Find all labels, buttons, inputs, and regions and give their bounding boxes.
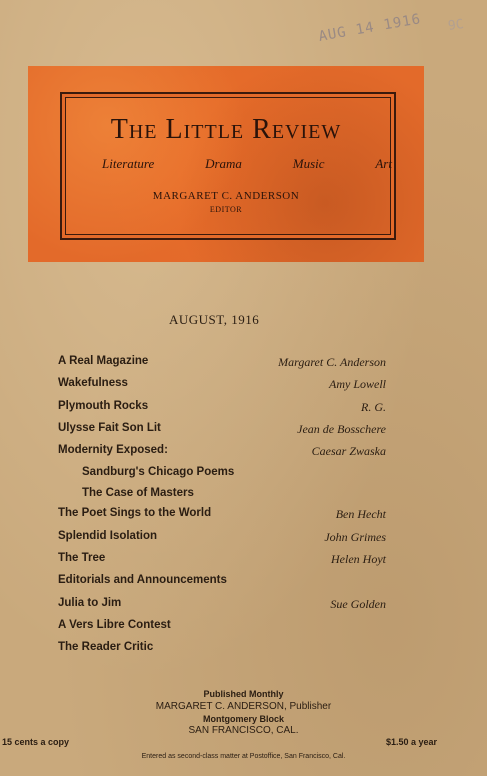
toc-title: Plymouth Rocks [58,399,149,412]
subject-drama: Drama [205,156,242,171]
toc-title: The Case of Masters [82,486,194,499]
toc-row [58,507,386,529]
toc-title: Editorials and Announcements [58,574,227,587]
magazine-title: The Little Review [110,114,342,145]
issue-date: AUGUST, 1916 [169,312,260,327]
toc-title: Sandburg's Chicago Poems [82,466,235,479]
toc-author: John Grimes [324,529,386,544]
toc-title: Wakefulness [58,377,128,390]
subject-music: Music [292,156,325,171]
toc-author: R. G. [361,399,386,414]
subject-literature: Literature [102,156,155,171]
toc-row [58,619,386,641]
publisher-city: SAN FRANCISCO, CAL. [188,725,299,736]
publisher-block: Montgomery Block [202,714,284,724]
toc-author: Margaret C. Anderson [278,355,386,369]
toc-row [58,377,386,399]
library-date-stamp: AUG 14 1916 [317,11,423,45]
toc-row [58,422,386,444]
price-per-year: $1.50 a year [385,737,437,747]
toc-author: Amy Lowell [329,377,386,392]
toc-title: The Reader Critic [58,641,154,654]
toc-row [58,530,386,552]
subjects-line [102,156,392,172]
toc-title: Modernity Exposed: [58,444,168,457]
price-per-copy: 15 cents a copy [2,737,70,747]
toc-author: Sue Golden [330,596,386,611]
toc-author: Ben Hecht [335,507,386,522]
toc-row [58,597,386,619]
toc-row [58,444,386,466]
table-of-contents [58,355,386,664]
toc-row [58,641,386,663]
toc-row [58,466,386,487]
toc-row [58,487,386,508]
toc-title: A Vers Libre Contest [58,618,171,631]
toc-author: Jean de Bosschere [297,421,386,436]
toc-author: Caesar Zwaska [311,444,386,459]
postal-entry-note: Entered as second-class matter at Postoffice, San Francisco, Cal. [141,753,346,760]
toc-title: The Poet Sings to the World [58,507,212,520]
toc-title: Julia to Jim [58,596,122,609]
publisher-line: MARGARET C. ANDERSON, Publisher [155,701,332,712]
toc-title: Ulysse Fait Son Lit [58,421,161,434]
editor-name: MARGARET C. ANDERSON [152,190,300,202]
editor-role: EDITOR [209,205,243,214]
publication-frequency: Published Monthly [203,689,284,699]
toc-row [58,552,386,574]
toc-title: The Tree [58,552,106,565]
toc-row [58,574,386,596]
toc-title: Splendid Isolation [58,529,158,542]
title-banner [28,66,424,262]
subject-art: Art [375,156,392,171]
toc-title: A Real Magazine [58,355,149,367]
toc-row [58,355,386,377]
toc-row [58,400,386,422]
library-mark: 9C [447,16,465,35]
toc-author: Helen Hoyt [331,552,386,567]
